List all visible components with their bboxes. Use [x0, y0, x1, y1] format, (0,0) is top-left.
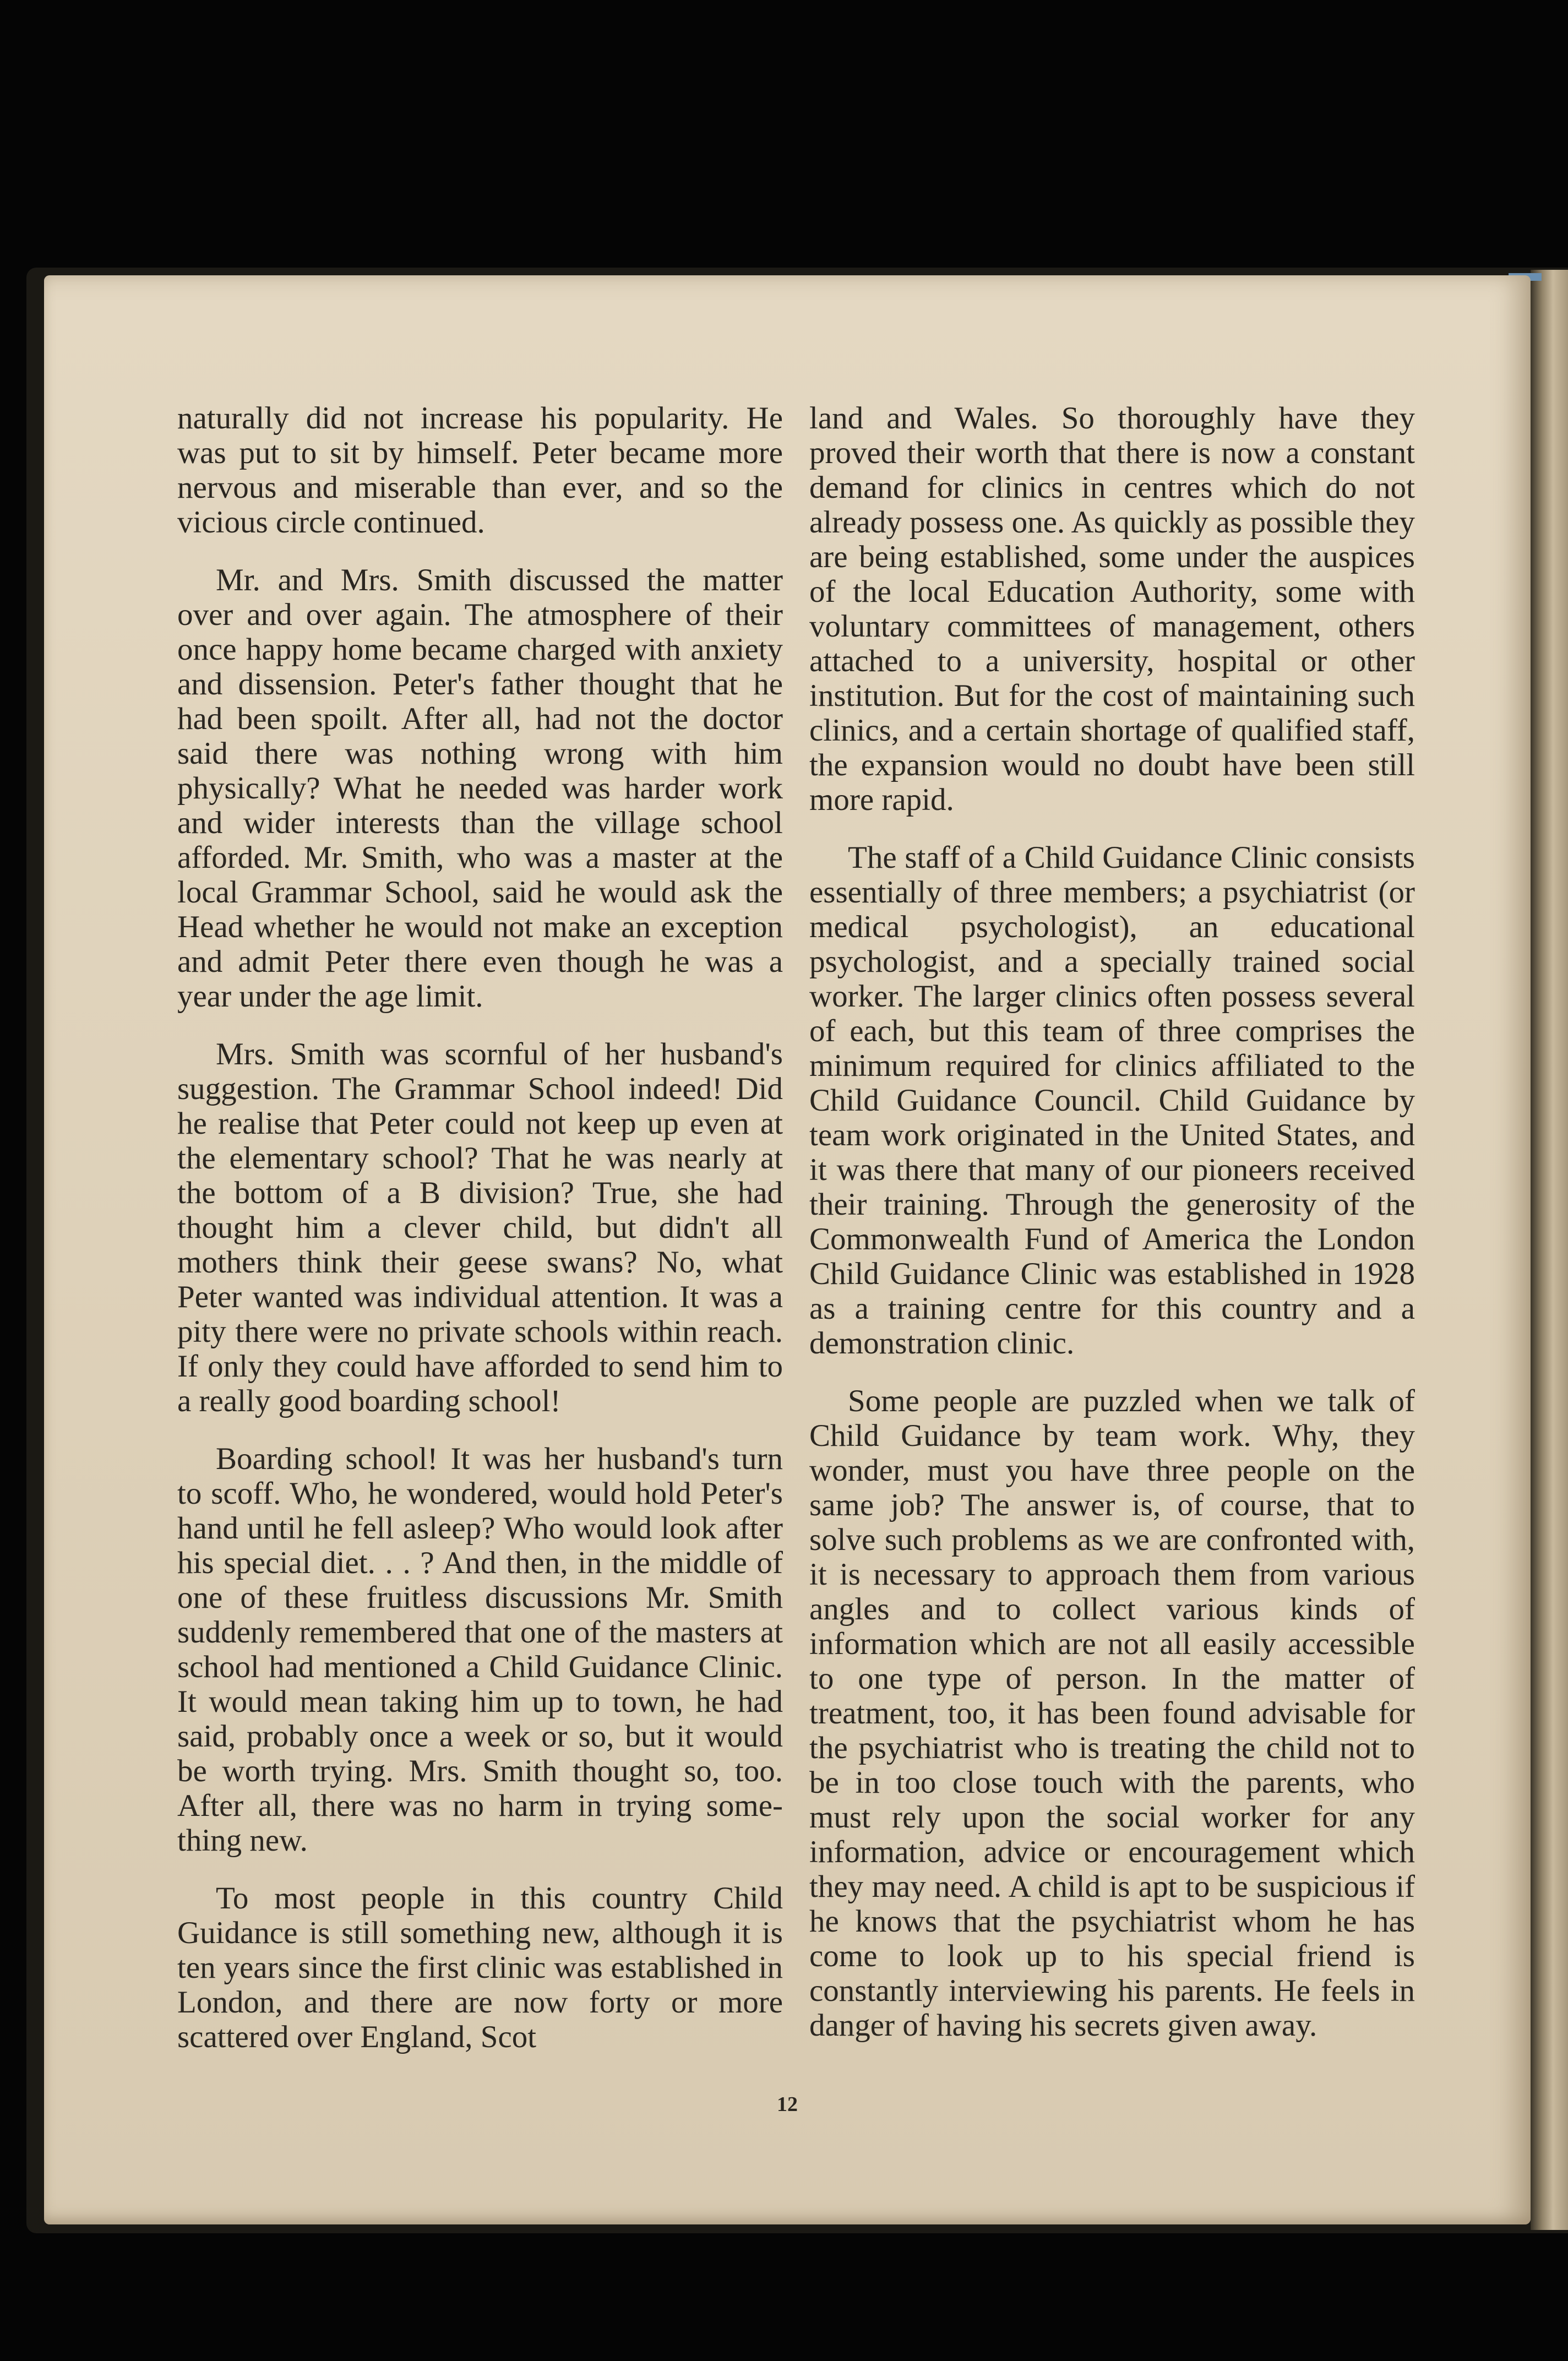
paragraph: Mr. and Mrs. Smith discussed the matter over and over again. The atmosphere of their once happy home became charged with anxiety and dissension. Peter's father thought that he had been spoilt. After all, had not the doctor said there was nothing wrong with him physically? What he needed was harder work and wider interests than the village school afforded. Mr. Smith, who was a master at the local Grammar School, said he would ask the Head whether he would not make an exception and admit Peter there even though he was a year under the age limit. [177, 563, 783, 1014]
page-edge [1531, 270, 1568, 2230]
paragraph: Mrs. Smith was scornful of her husband's suggestion. The Grammar School indeed! Did he realise that Peter could not keep up even at the elementary school? That he was nearly at the bottom of a B division? True, she had thought him a clever child, but didn't all mothers think their geese swans? No, what Peter wanted was individual attention. It was a pity there were no private schools within reach. If only they could have afforded to send him to a really good boarding school! [177, 1037, 783, 1418]
paragraph: To most people in this country Child Guidance is still something new, although it is ten years since the first clinic was established in London, and there are now forty or more scattered over England, Scot [177, 1881, 783, 2054]
paragraph: Boarding school! It was her husband's turn to scoff. Who, he wondered, would hold Peter's hand until he fell asleep? Who would look after his special diet. . . ? And then, in the middle of one of these fruitless discussions Mr. Smith suddenly remembered that one of the masters at school had mentioned a Child Guidance Clinic. It would mean taking him up to town, he had said, probably once a week or so, but it would be worth trying. Mrs. Smith thought so, too. After all, there was no harm in trying something new. [177, 1441, 783, 1858]
right-column [809, 401, 1415, 2066]
page-number: 12 [777, 2093, 798, 2116]
paragraph: land and Wales. So thoroughly have they proved their worth that there is now a constant demand for clinics in centres which do not already possess one. As quickly as possible they are being established, some under the auspices of the local Education Authority, some with voluntary committees of management, others attached to a university, hospital or other institution. But for the cost of maintaining such clinics, and a certain shortage of qualified staff, the expansion would no doubt have been still more rapid. [809, 401, 1415, 817]
paragraph: The staff of a Child Guidance Clinic consists essentially of three members; a psychiatrist (or medical psychologist), an educational psychologist, and a specially trained social worker. The larger clinics often possess several of each, but this team of three comprises the minimum required for clinics affiliated to the Child Guidance Council. Child Guidance by team work originated in the United States, and it was there that many of our pioneers received their training. Through the generosity of the Commonwealth Fund of America the London Child Guidance Clinic was established in 1928 as a training centre for this country and a demonstration clinic. [809, 840, 1415, 1361]
left-column [177, 401, 783, 2077]
paragraph: naturally did not increase his popularity. He was put to sit by himself. Peter became more nervous and miserable than ever, and so the vicious circle continued. [177, 401, 783, 540]
paragraph: Some people are puzzled when we talk of Child Guidance by team work. Why, they wonder, must you have three people on the same job? The answer is, of course, that to solve such problems as we are confronted with, it is necessary to approach them from various angles and to collect various kinds of information which are not all easily accessible to one type of person. In the matter of treatment, too, it has been found advisable for the psychiatrist who is treating the child not to be in too close touch with the parents, who must rely upon the social worker for any information, advice or encouragement which they may need. A child is apt to be suspicious if he knows that the psychiatrist whom he has come to look up to his special friend is constantly interviewing his parents. He feels in danger of having his secrets given away. [809, 1384, 1415, 2043]
